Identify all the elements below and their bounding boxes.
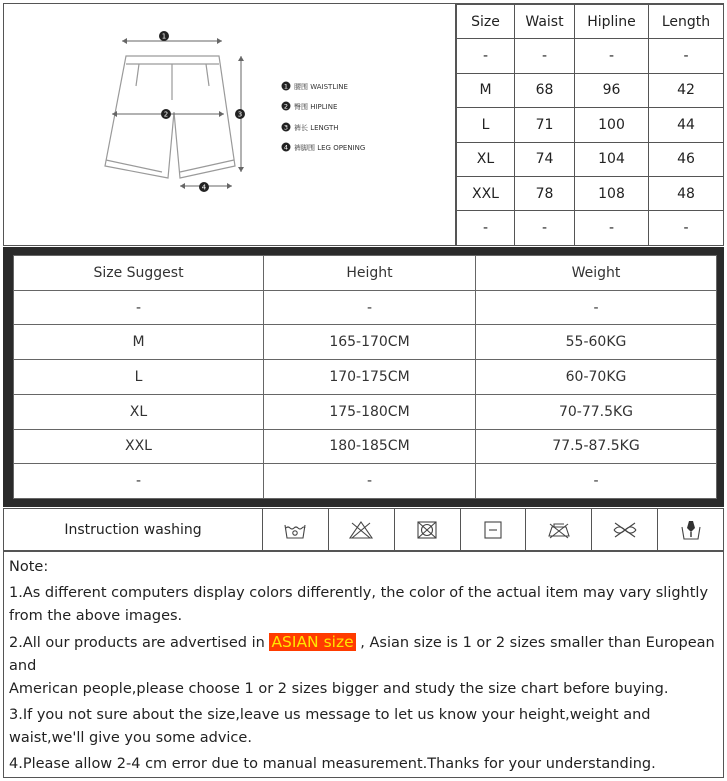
waist-cell: 68 bbox=[515, 73, 575, 107]
hipline-cell: 100 bbox=[575, 108, 649, 142]
legend-3-num: 3 bbox=[283, 123, 289, 132]
size-cell: XXL bbox=[457, 176, 515, 210]
waist-cell: 74 bbox=[515, 142, 575, 176]
length-cell: - bbox=[649, 39, 724, 73]
table-row bbox=[457, 142, 724, 176]
height-cell: 170-175CM bbox=[264, 360, 476, 395]
washing-label: Instruction washing bbox=[4, 509, 263, 550]
length-cell: 42 bbox=[649, 73, 724, 107]
size-cell: M bbox=[457, 73, 515, 107]
legend-2-num: 2 bbox=[283, 102, 289, 111]
marker-2-label: 2 bbox=[163, 110, 169, 119]
table-row bbox=[14, 394, 717, 429]
weight-cell: - bbox=[476, 464, 717, 499]
header-length: Length bbox=[649, 5, 724, 39]
weight-cell: 77.5-87.5KG bbox=[476, 429, 717, 464]
header-weight: Weight bbox=[476, 256, 717, 291]
size-cell: - bbox=[14, 464, 264, 499]
size-cell: XXL bbox=[14, 429, 264, 464]
header-size: Size bbox=[457, 5, 515, 39]
waist-cell: - bbox=[515, 211, 575, 245]
hipline-cell: - bbox=[575, 39, 649, 73]
weight-cell: - bbox=[476, 290, 717, 325]
hipline-cell: 104 bbox=[575, 142, 649, 176]
height-cell: 165-170CM bbox=[264, 325, 476, 360]
legend-1-num: 1 bbox=[283, 82, 289, 91]
table-row bbox=[457, 108, 724, 142]
weight-cell: 55-60KG bbox=[476, 325, 717, 360]
table-row bbox=[457, 211, 724, 245]
waist-cell: 71 bbox=[515, 108, 575, 142]
height-cell: - bbox=[264, 464, 476, 499]
header-size-suggest: Size Suggest bbox=[14, 256, 264, 291]
note-3: 3.If you not sure about the size,leave us message to let us know your height,weight and waist,we'll give you some advice. bbox=[9, 707, 651, 746]
legend-4-text: 裤脚围 LEG OPENING bbox=[294, 144, 366, 152]
legend-1-text: 腰围 WAISTLINE bbox=[294, 83, 348, 91]
table-row bbox=[14, 325, 717, 360]
length-cell: 44 bbox=[649, 108, 724, 142]
length-cell: - bbox=[649, 211, 724, 245]
hipline-cell: 108 bbox=[575, 176, 649, 210]
size-cell: XL bbox=[14, 394, 264, 429]
header-hipline: Hipline bbox=[575, 5, 649, 39]
note-2-text-a: 2.All our products are advertised in bbox=[9, 635, 270, 651]
waist-cell: - bbox=[515, 39, 575, 73]
marker-3-label: 3 bbox=[237, 110, 243, 119]
length-cell: 46 bbox=[649, 142, 724, 176]
hand-wash-icon bbox=[263, 509, 329, 550]
table-row bbox=[14, 360, 717, 395]
marker-4-label: 4 bbox=[201, 183, 207, 192]
do-not-tumble-dry-icon bbox=[395, 509, 461, 550]
table-row bbox=[457, 176, 724, 210]
length-cell: 48 bbox=[649, 176, 724, 210]
do-not-wring-icon bbox=[658, 509, 723, 550]
table-row bbox=[457, 73, 724, 107]
shorts-outline-drawing bbox=[4, 4, 455, 245]
table-row bbox=[457, 39, 724, 73]
table-row bbox=[14, 290, 717, 325]
size-cell: - bbox=[457, 211, 515, 245]
weight-cell: 70-77.5KG bbox=[476, 394, 717, 429]
iron-low-icon bbox=[526, 509, 592, 550]
waist-cell: 78 bbox=[515, 176, 575, 210]
notes-title: Note: bbox=[9, 559, 49, 575]
size-suggest-table bbox=[13, 255, 717, 499]
size-cell: - bbox=[14, 290, 264, 325]
legend-4-num: 4 bbox=[283, 143, 289, 152]
suggest-table-header bbox=[14, 256, 717, 291]
size-cell: L bbox=[14, 360, 264, 395]
size-cell: - bbox=[457, 39, 515, 73]
note-2-text-b: , Asian size is 1 or 2 sizes smaller than European and bbox=[9, 635, 715, 674]
notes-section bbox=[3, 551, 724, 778]
size-cell: L bbox=[457, 108, 515, 142]
marker-1-label: 1 bbox=[161, 32, 167, 41]
weight-cell: 60-70KG bbox=[476, 360, 717, 395]
hipline-cell: 96 bbox=[575, 73, 649, 107]
dry-flat-icon bbox=[461, 509, 527, 550]
table-row bbox=[14, 464, 717, 499]
legend-3-text: 裤长 LENGTH bbox=[294, 124, 339, 132]
size-cell: M bbox=[14, 325, 264, 360]
note-2 bbox=[9, 631, 718, 678]
note-2-continued: American people,please choose 1 or 2 sizes bigger and study the size chart before buying. bbox=[9, 681, 669, 697]
measurement-section bbox=[3, 3, 724, 246]
header-height: Height bbox=[264, 256, 476, 291]
asian-size-highlight: ASIAN size bbox=[271, 633, 354, 651]
size-table-header bbox=[457, 5, 724, 39]
size-cell: XL bbox=[457, 142, 515, 176]
note-4: 4.Please allow 2-4 cm error due to manual measurement.Thanks for your understanding. bbox=[9, 756, 656, 772]
legend-2-text: 臀围 HIPLINE bbox=[294, 103, 338, 111]
table-row bbox=[14, 429, 717, 464]
height-cell: 175-180CM bbox=[264, 394, 476, 429]
shorts-diagram bbox=[4, 4, 456, 245]
do-not-bleach-icon bbox=[329, 509, 395, 550]
height-cell: 180-185CM bbox=[264, 429, 476, 464]
height-cell: - bbox=[264, 290, 476, 325]
hipline-cell: - bbox=[575, 211, 649, 245]
size-measurement-table bbox=[456, 4, 724, 246]
washing-instructions-row bbox=[3, 508, 724, 551]
size-suggest-frame bbox=[3, 247, 724, 507]
header-waist: Waist bbox=[515, 5, 575, 39]
note-1: 1.As different computers display colors differently, the color of the actual item may vary slightly from the above images. bbox=[9, 585, 709, 624]
do-not-dry-clean-icon bbox=[592, 509, 658, 550]
